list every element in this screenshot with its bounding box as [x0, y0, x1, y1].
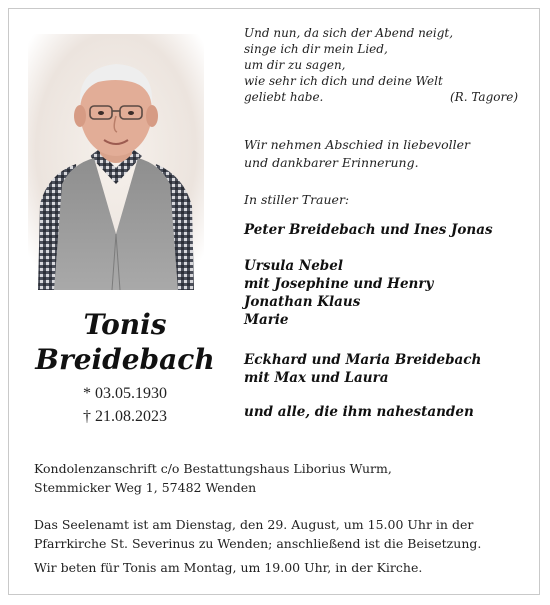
service-line: Pfarrkirche St. Severinus zu Wenden; anschließend ist die Beisetzung.: [34, 536, 482, 551]
poem: [244, 25, 520, 105]
mourner-line: Jonathan Klaus: [244, 294, 361, 310]
deceased-first-name: Tonis: [83, 308, 167, 341]
condolence-line: Kondolenzanschrift c/o Bestattungshaus Liborius Wurm,: [34, 461, 392, 476]
portrait-photo: [28, 34, 204, 290]
mourner-group-2: [244, 257, 534, 329]
farewell-line: und dankbarer Erinnerung.: [244, 155, 419, 170]
service-info: [34, 515, 534, 553]
prayer-line: Wir beten für Tonis am Montag, um 19.00 Uhr, in der Kirche.: [34, 560, 423, 575]
deceased-last-name: Breidebach: [35, 343, 215, 376]
poem-line: Und nun, da sich der Abend neigt,: [244, 26, 454, 40]
mourner-line: Ursula Nebel: [244, 258, 343, 274]
death-date: † 21.08.2023: [83, 408, 167, 425]
mourner-line: mit Josephine und Henry: [244, 276, 434, 292]
mourner-line: mit Max und Laura: [244, 370, 389, 386]
condolence-line: Stemmicker Weg 1, 57482 Wenden: [34, 480, 257, 495]
mourning-label: In stiller Trauer:: [244, 192, 350, 207]
mourner-group-1: [244, 221, 534, 239]
mourner-group-4: [244, 403, 534, 421]
mourner-line: und alle, die ihm nahestanden: [244, 404, 474, 420]
farewell-line: Wir nehmen Abschied in liebevoller: [244, 137, 470, 152]
mourner-group-3: [244, 351, 534, 387]
condolence-address: [34, 459, 534, 497]
mourner-line: Eckhard und Maria Breidebach: [244, 352, 482, 368]
birth-date: * 03.05.1930: [83, 385, 167, 402]
poem-line: geliebt habe.: [244, 90, 324, 104]
poem-line: um dir zu sagen,: [244, 58, 346, 72]
mourner-line: Marie: [244, 312, 289, 328]
poem-line: singe ich dir mein Lied,: [244, 42, 388, 56]
mourner-line: Peter Breidebach und Ines Jonas: [244, 222, 493, 238]
farewell-text: [244, 136, 524, 172]
poem-line: wie sehr ich dich und deine Welt: [244, 74, 443, 88]
poem-author: (R. Tagore): [450, 90, 518, 104]
service-line: Das Seelenamt ist am Dienstag, den 29. August, um 15.00 Uhr in der: [34, 517, 474, 532]
prayer-info: [34, 558, 534, 577]
